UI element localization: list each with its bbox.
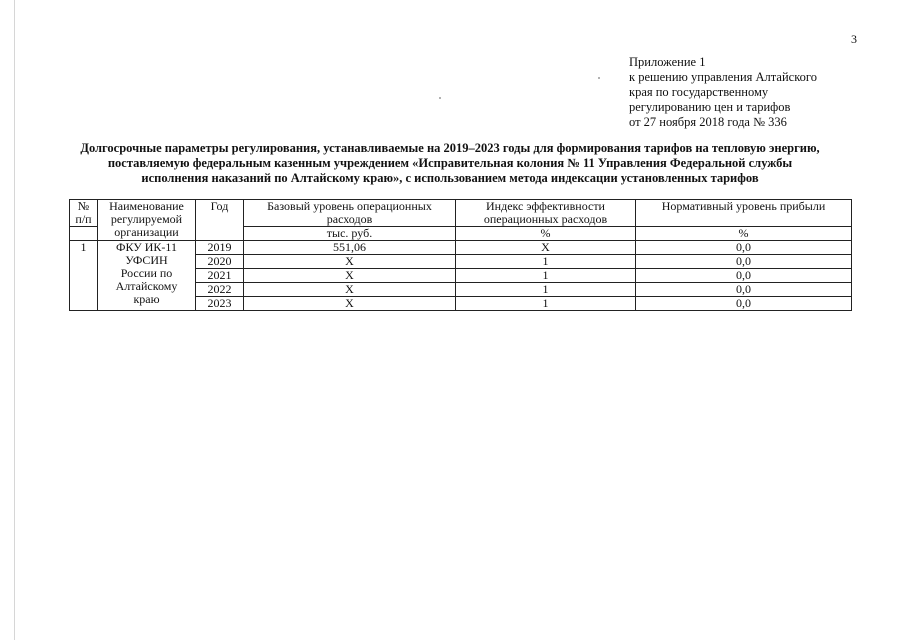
page-left-edge <box>14 0 15 640</box>
header-base-line: Базовый уровень операционных <box>267 199 432 213</box>
cell-year: 2019 <box>196 241 244 255</box>
header-efficiency-index <box>456 200 636 227</box>
org-name-line: России по <box>120 266 173 280</box>
cell-base: Х <box>244 283 456 297</box>
org-name-line: Алтайскому <box>115 279 178 293</box>
cell-index: 1 <box>456 297 636 311</box>
header-org-line: организации <box>114 225 179 239</box>
scan-speck <box>598 77 600 79</box>
page-number: 3 <box>851 32 857 46</box>
cell-index: 1 <box>456 255 636 269</box>
cell-year: 2023 <box>196 297 244 311</box>
appendix-line: регулированию цен и тарифов <box>629 100 791 114</box>
title-line: Долгосрочные параметры регулирования, устанавливаемые на 2019–2023 годы для формирования тарифов на тепловую энергию, <box>80 141 820 155</box>
appendix-line: Приложение 1 <box>629 55 706 69</box>
title-line: исполнения наказаний по Алтайскому краю», с использованием метода индексации установленных тарифов <box>141 171 759 185</box>
header-index-line: операционных расходов <box>483 212 608 226</box>
appendix-line: края по государственному <box>629 85 769 99</box>
org-name-line: краю <box>133 292 160 306</box>
appendix-line: к решению управления Алтайского <box>629 70 817 84</box>
header-num-line: № <box>77 199 90 213</box>
cell-year: 2020 <box>196 255 244 269</box>
units-base: тыс. руб. <box>244 227 456 241</box>
header-profit-level: Нормативный уровень прибыли <box>636 200 852 227</box>
header-num <box>70 200 98 227</box>
title-line: поставляемую федеральным казенным учреждением «Исправительная колония № 11 Управления Федеральной службы <box>107 156 793 170</box>
header-num-line: п/п <box>75 212 92 226</box>
units-index: % <box>456 227 636 241</box>
header-year: Год <box>196 200 244 241</box>
units-profit: % <box>636 227 852 241</box>
table-row <box>70 241 852 255</box>
cell-base: Х <box>244 269 456 283</box>
header-org-line: регулируемой <box>110 212 183 226</box>
cell-year: 2021 <box>196 269 244 283</box>
header-org-line: Наименование <box>109 199 184 213</box>
cell-profit: 0,0 <box>636 241 852 255</box>
cell-index: 1 <box>456 283 636 297</box>
cell-year: 2022 <box>196 283 244 297</box>
document-title <box>50 141 850 186</box>
scan-speck <box>439 97 441 99</box>
cell-profit: 0,0 <box>636 269 852 283</box>
cell-index: 1 <box>456 269 636 283</box>
header-base-level <box>244 200 456 227</box>
header-org <box>98 200 196 241</box>
appendix-note <box>629 55 817 130</box>
appendix-line: от 27 ноября 2018 года № 336 <box>629 115 787 129</box>
org-name <box>98 241 196 311</box>
parameters-table <box>69 199 852 311</box>
cell-base: Х <box>244 297 456 311</box>
cell-profit: 0,0 <box>636 297 852 311</box>
cell-base: Х <box>244 255 456 269</box>
cell-profit: 0,0 <box>636 255 852 269</box>
org-number: 1 <box>70 241 98 311</box>
units-num-empty <box>70 227 98 241</box>
org-name-line: УФСИН <box>125 253 168 267</box>
cell-base: 551,06 <box>244 241 456 255</box>
cell-index: Х <box>456 241 636 255</box>
header-index-line: Индекс эффективности <box>486 199 605 213</box>
header-base-line: расходов <box>326 212 373 226</box>
org-name-line: ФКУ ИК-11 <box>116 240 177 254</box>
cell-profit: 0,0 <box>636 283 852 297</box>
